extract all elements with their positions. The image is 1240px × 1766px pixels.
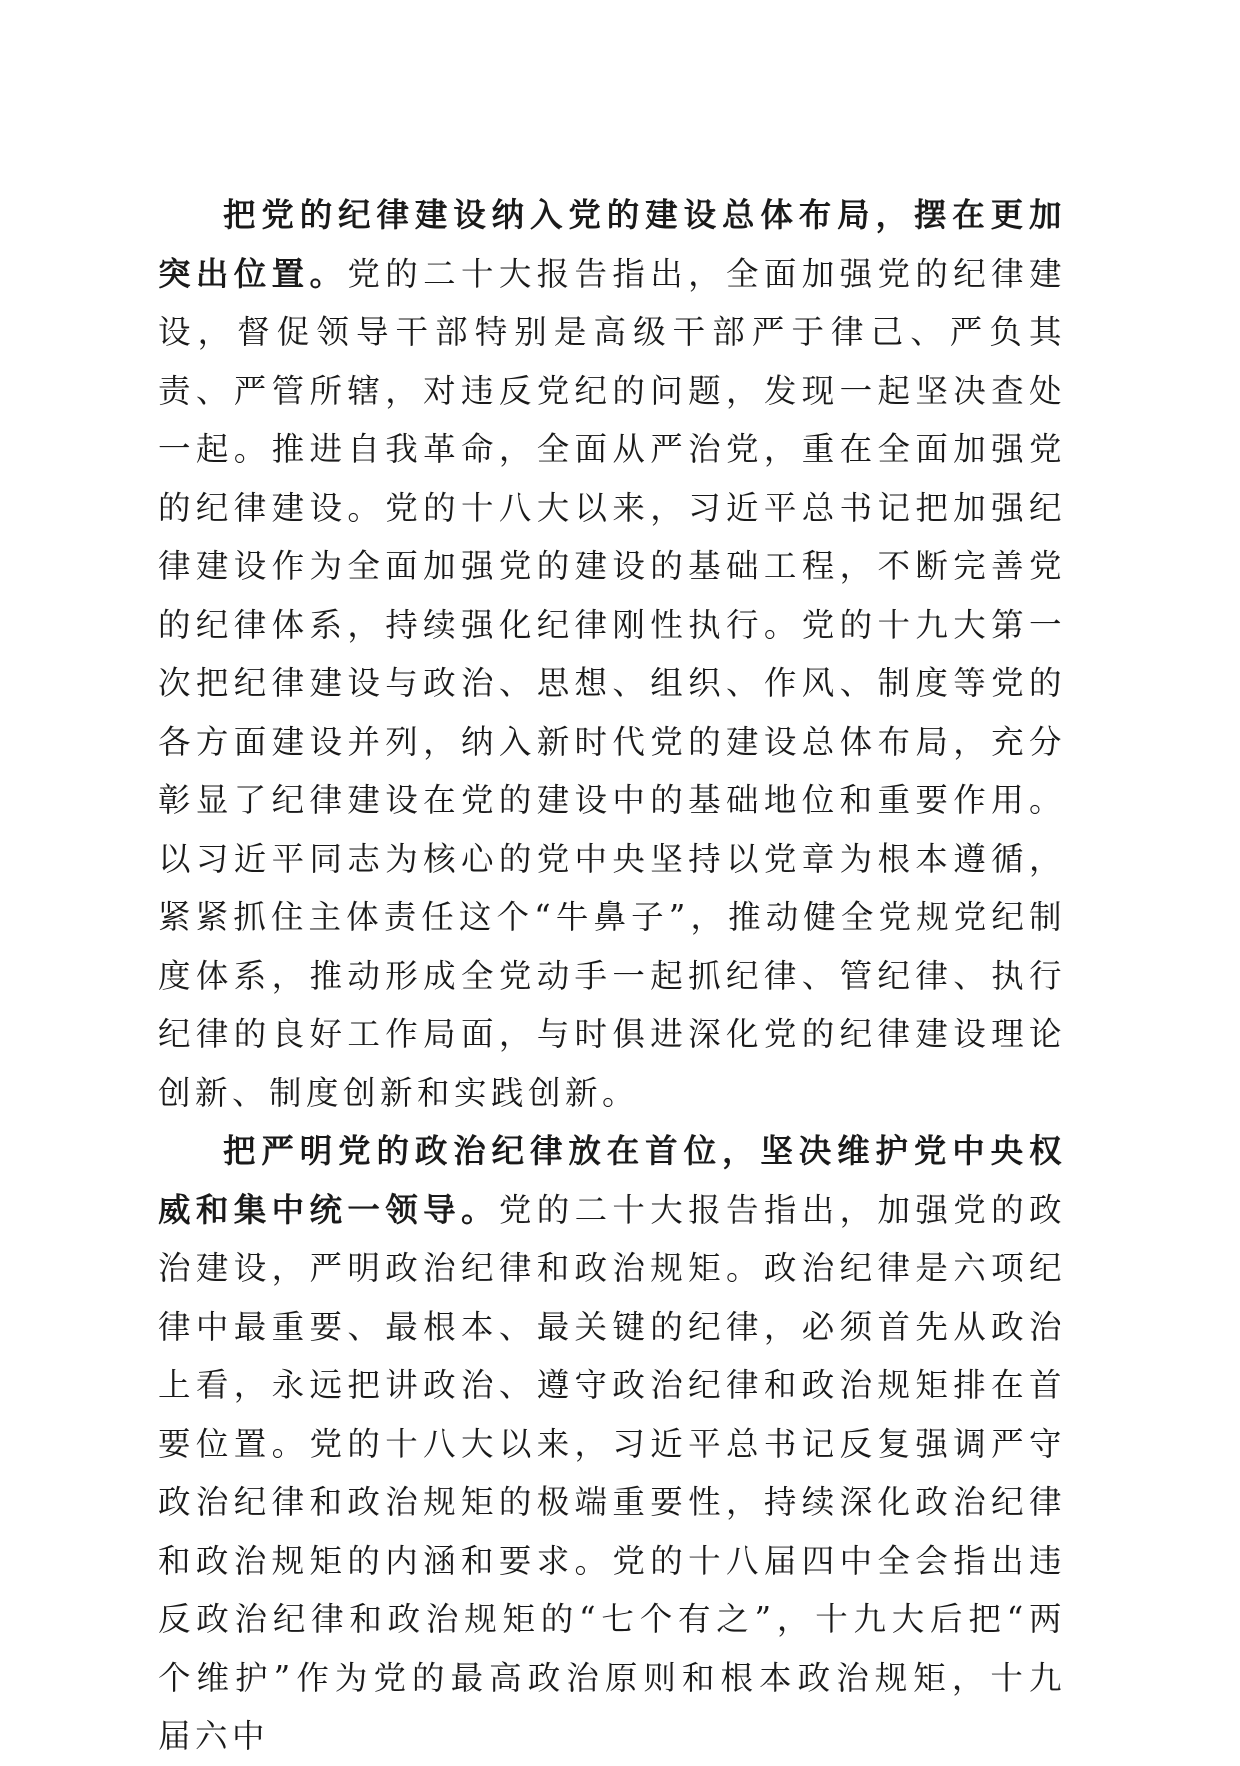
paragraph-political-discipline — [158, 1122, 1066, 1766]
paragraph-body-text: 党的二十大报告指出，全面加强党的纪律建设，督促领导干部特别是高级干部严于律己、严负其责、严管所辖，对违反党纪的问题，发现一起坚决查处一起。推进自我革命，全面从严治党，重在全面加强党的纪律建设。党的十八大以来，习近平总书记把加强纪律建设作为全面加强党的建设的基础工程，不断完善党的纪律体系，持续强化纪律刚性执行。党的十九大第一次把纪律建设与政治、思想、组织、作风、制度等党的各方面建设并列，纳入新时代党的建设总体布局，充分彰显了纪律建设在党的建设中的基础地位和重要作用。以习近平同志为核心的党中央坚持以党章为根本遵循，紧紧抓住主体责任这个“牛鼻子”，推动健全党规党纪制度体系，推动形成全党动手一起抓纪律、管纪律、执行纪律的良好工作局面，与时俱进深化党的纪律建设理论创新、制度创新和实践创新。 — [158, 254, 1066, 1112]
paragraph-body-text: 党的二十大报告指出，加强党的政治建设，严明政治纪律和政治规矩。政治纪律是六项纪律中最重要、最根本、最关键的纪律，必须首先从政治上看，永远把讲政治、遵守政治纪律和政治规矩排在首要位置。党的十八大以来，习近平总书记反复强调严守政治纪律和政治规矩的极端重要性，持续深化政治纪律和政治规矩的内涵和要求。党的十八届四中全会指出违反政治纪律和政治规矩的“七个有之”，十九大后把“两个维护”作为党的最高政治原则和根本政治规矩，十九届六中 — [158, 1190, 1066, 1755]
paragraph-lead-heading: 把党的纪律建设纳入党的建设总体布局，摆在更加突出位置。 — [158, 196, 1066, 293]
paragraph-lead-heading: 把严明党的政治纪律放在首位，坚决维护党中央权威和集中统一领导。 — [158, 1132, 1066, 1229]
paragraph-discipline-building — [158, 186, 1066, 1122]
article-body — [158, 186, 1066, 1766]
